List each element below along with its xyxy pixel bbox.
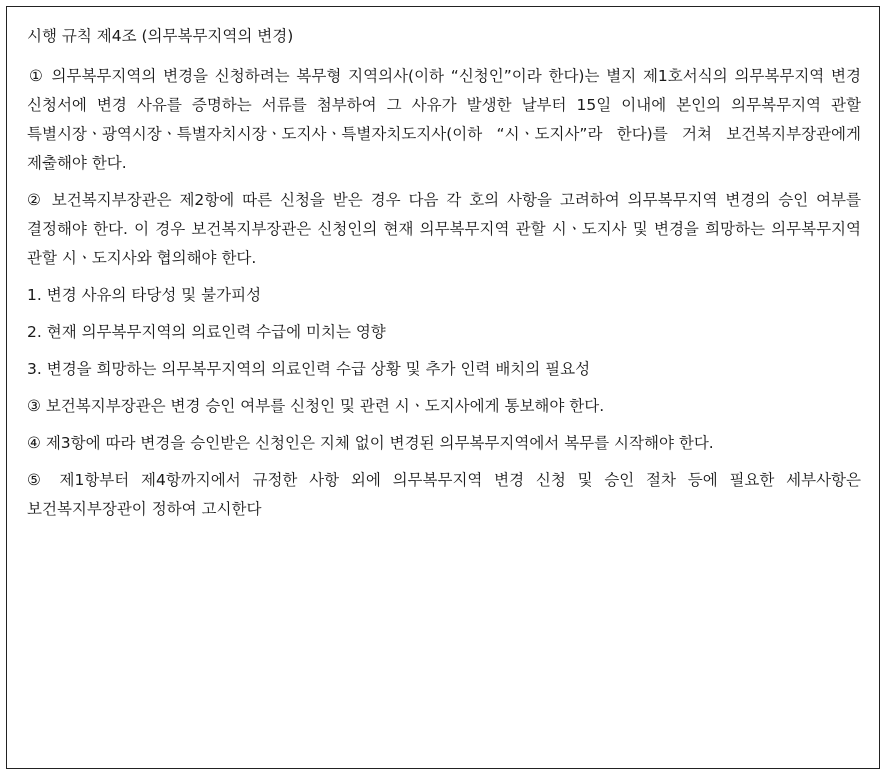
clause-2: ② 보건복지부장관은 제2항에 따른 신청을 받은 경우 다음 각 호의 사항을 고려하여 의무복무지역 변경의 승인 여부를 결정해야 한다. 이 경우 보건복지부장관은 신청인의 현재 의무복무지역 관할 시ㆍ도지사 및 변경을 희망하는 의무복무지역 관할 시ㆍ도지사와 협의해야 한다. [27,191,861,267]
document-title: 시행 규칙 제4조 (의무복무지역의 변경) [27,27,294,45]
clause-1: ① 의무복무지역의 변경을 신청하려는 복무형 지역의사(이하 “신청인”이라 한다)는 별지 제1호서식의 의무복무지역 변경 신청서에 변경 사유를 증명하는 서류를 첨부하여 그 사유가 발생한 날부터 15일 이내에 본인의 의무복무지역 관할 특별시장ㆍ광역시장ㆍ특별자치시장ㆍ도지사ㆍ특별자치도지사(이하 “시ㆍ도지사”라 한다)를 거쳐 보건복지부장관에게 제출해야 한다. [27,67,861,172]
list-item-2: 2. 현재 의무복무지역의 의료인력 수급에 미치는 영향 [27,323,386,341]
list-item-3: 3. 변경을 희망하는 의무복무지역의 의료인력 수급 상황 및 추가 인력 배치의 필요성 [27,360,591,378]
list-item-1: 1. 변경 사유의 타당성 및 불가피성 [27,286,262,304]
document-frame [6,6,880,769]
clause-3: ③ 보건복지부장관은 변경 승인 여부를 신청인 및 관련 시ㆍ도지사에게 통보해야 한다. [27,397,605,415]
clause-4: ④ 제3항에 따라 변경을 승인받은 신청인은 지체 없이 변경된 의무복무지역에서 복무를 시작해야 한다. [27,434,714,452]
clause-5: ⑤ 제1항부터 제4항까지에서 규정한 사항 외에 의무복무지역 변경 신청 및 승인 절차 등에 필요한 세부사항은 보건복지부장관이 정하여 고시한다 [27,471,861,518]
